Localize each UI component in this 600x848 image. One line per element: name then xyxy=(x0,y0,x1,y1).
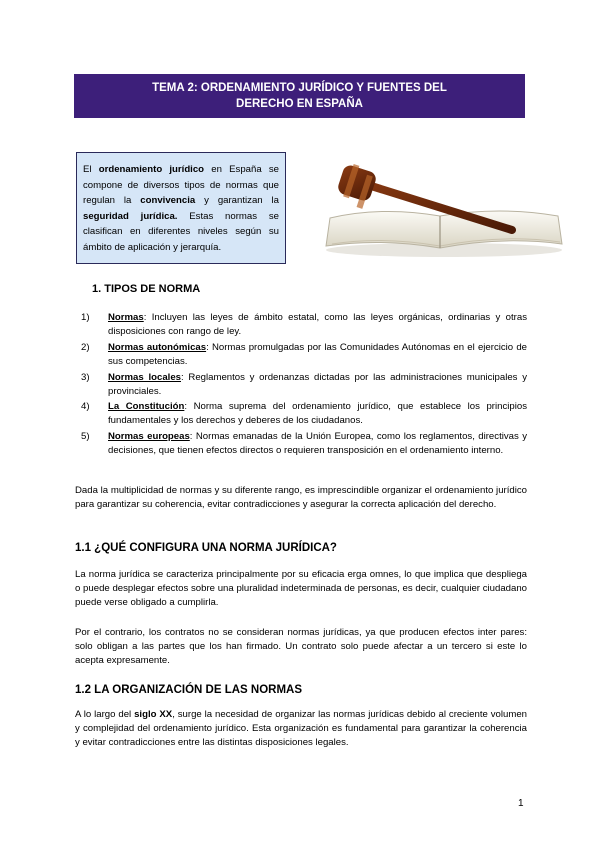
list-item-text: : Incluyen las leyes de ámbito estatal, como las leyes orgánicas, ordinarias y otras disposiciones con rango de ley. xyxy=(108,312,527,337)
section-heading-1-1: 1.1 ¿QUÉ CONFIGURA UNA NORMA JURÍDICA? xyxy=(75,542,337,554)
list-item-number: 3) xyxy=(81,371,90,383)
paragraph-multiplicidad: Dada la multiplicidad de normas y su diferente rango, es imprescindible organizar el ordenamiento jurídico para garantizar su coherencia, evitar contradicciones y asegurar la correcta aplicación del derecho. xyxy=(75,485,527,510)
paragraph-norma-juridica: La norma jurídica se caracteriza principalmente por su eficacia erga omnes, lo que implica que despliega o puede desplegar efectos sobre una pluralidad indeterminada de personas, es decir, cualquier ciudadano puede verse obligado a cumplirla. xyxy=(75,569,527,608)
list-item-term: Normas locales xyxy=(108,371,181,383)
list-item-text: : Norma suprema del ordenamiento jurídico, que establece los principios fundamentales y los derechos y deberes de los ciudadanos. xyxy=(108,401,527,427)
paragraph-text: A lo largo del xyxy=(75,709,135,720)
list-item-text: : Normas emanadas de la Unión Europea, como los reglamentos, directivas y decisiones, que tienen efectos directos o requieren transposición en el ordenamiento interno. xyxy=(108,431,528,457)
title-line-2: DERECHO EN ESPAÑA xyxy=(236,98,363,110)
intro-text: El xyxy=(83,164,99,175)
page-number: 1 xyxy=(518,798,524,809)
intro-bold-term: convivencia xyxy=(140,195,196,207)
title-line-1: TEMA 2: ORDENAMIENTO JURÍDICO Y FUENTES DEL xyxy=(152,82,447,94)
list-item-term: Normas europeas xyxy=(108,431,190,443)
title-banner xyxy=(74,74,525,118)
list-item-number: 1) xyxy=(81,312,90,323)
intro-text: y garantizan la xyxy=(195,195,279,207)
norm-types-list xyxy=(75,311,527,460)
list-item xyxy=(75,400,527,428)
list-item-term: Normas xyxy=(108,312,144,323)
list-item-number: 5) xyxy=(81,431,90,443)
section-heading-tipos-de-norma: 1. TIPOS DE NORMA xyxy=(92,283,201,295)
list-item-term: Normas autonómicas xyxy=(108,341,207,353)
section-heading-1-2: 1.2 LA ORGANIZACIÓN DE LAS NORMAS xyxy=(75,684,303,696)
list-item-number: 4) xyxy=(81,401,90,413)
intro-text: en España se compone de diversos tipos de normas que regulan la xyxy=(83,164,280,207)
list-item-text: : Reglamentos y ordenanzas dictadas por las administraciones municipales y provinciales. xyxy=(108,371,527,397)
list-item xyxy=(75,341,527,369)
list-item xyxy=(75,430,527,458)
gavel-on-book-icon xyxy=(312,150,572,260)
list-item xyxy=(75,311,527,339)
list-item-number: 2) xyxy=(81,341,90,353)
list-item-text: : Normas promulgadas por las Comunidades Autónomas en el ejercicio de sus competencias. xyxy=(108,341,527,367)
paragraph-bold-term: siglo XX xyxy=(134,709,173,720)
intro-bold-term: seguridad jurídica. xyxy=(83,210,178,222)
paragraph-organizacion xyxy=(75,708,527,750)
list-item xyxy=(75,371,527,399)
intro-text: Estas normas se clasifican en diferentes niveles según su ámbito de aplicación y jerarquía. xyxy=(83,210,279,253)
intro-box xyxy=(76,152,286,264)
intro-bold-term: ordenamiento jurídico xyxy=(98,164,205,175)
paragraph-text: , surge la necesidad de organizar las normas jurídicas debido al creciente volumen y complejidad del ordenamiento jurídico. Esta organización es fundamental para garantizar la coherencia y evitar contradicciones entre las distintas disposiciones legales. xyxy=(75,709,527,748)
paragraph-contratos: Por el contrario, los contratos no se consideran normas jurídicas, ya que producen efectos inter pares: solo obligan a las partes que los han firmado. Un contrato solo puede afectar a un tercero si este lo acepta expresamente. xyxy=(75,627,527,666)
list-item-term: La Constitución xyxy=(108,401,185,413)
